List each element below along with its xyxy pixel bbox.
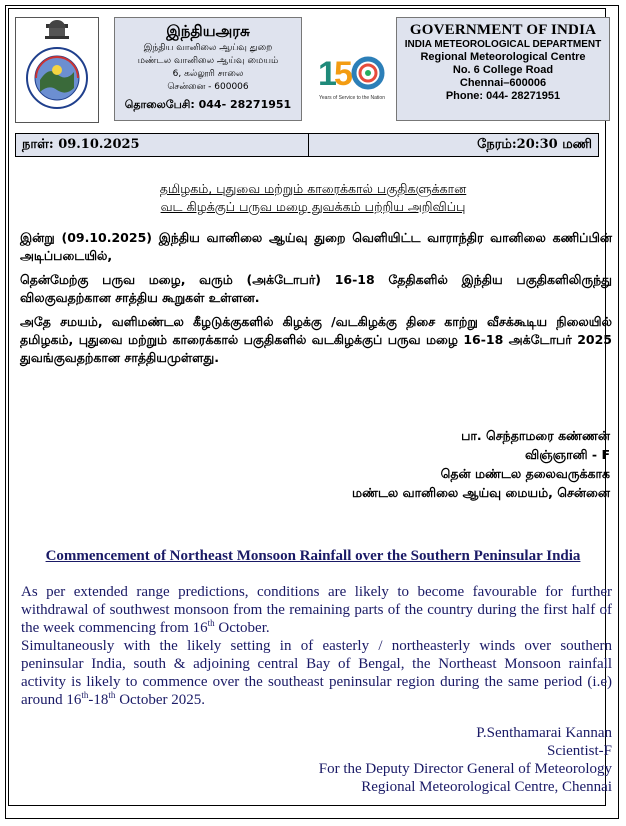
- tamil-address: 6, கல்லூரி சாலை: [172, 69, 244, 79]
- english-address-2: Chennai–600006: [459, 77, 547, 89]
- english-government-title: GOVERNMENT OF INDIA: [409, 22, 597, 38]
- english-paragraph-1-sup: th: [207, 618, 215, 628]
- tamil-paragraph-1: இன்று (09.10.2025) இந்திய வானிலை ஆய்வு துறை வெளியிட்ட வாராந்திர வானிலை கணிப்பின் அடிப்படையில்,: [20, 230, 612, 263]
- tamil-signatory-office: மண்டல வானிலை ஆய்வு மையம், சென்னை: [352, 485, 610, 500]
- tamil-letterhead: [114, 17, 302, 121]
- imd-150-years-logo: [310, 19, 390, 119]
- english-paragraph-2-sup-1: th: [81, 690, 89, 700]
- english-paragraph-2-mid: -18: [88, 692, 109, 708]
- issue-date: நாள்: 09.10.2025: [22, 137, 140, 152]
- tamil-department: இந்திய வானிலை ஆய்வு துறை: [143, 43, 273, 53]
- english-paragraph-2-sup-2: th: [108, 690, 116, 700]
- tamil-signatory-role: தென் மண்டல தலைவருக்காக: [440, 466, 610, 481]
- english-signatory-role: For the Deputy Director General of Meteorology: [318, 761, 612, 777]
- english-department: INDIA METEOROLOGICAL DEPARTMENT: [404, 39, 602, 50]
- english-signatory-office: Regional Meteorological Centre, Chennai: [361, 779, 612, 795]
- english-signatory-designation: Scientist-F: [546, 743, 612, 759]
- anniversary-caption: Years of Service to the Nation: [319, 95, 385, 101]
- svg-text:5: 5: [334, 55, 353, 93]
- issue-time: நேரம்:20:30 மணி: [477, 137, 592, 152]
- english-paragraph-2: [21, 637, 612, 709]
- english-paragraph-1: [21, 583, 612, 637]
- tamil-subject: [20, 180, 606, 216]
- date-time-divider: [308, 134, 309, 156]
- letterhead: [15, 17, 611, 123]
- tamil-paragraph-3: அதே சமயம், வளிமண்டல கீழடுக்குகளில் கிழக்கு /வடகிழக்கு திசை காற்று வீசக்கூடிய நிலையில் தமிழகம், புதுவை மற்றும் காரைக்கால் பகுதிகளில் வடகிழக்குப் பருவ மழை 16-18 அக்டோபர் 2025 துவங்குவதற்கான சாத்தியமுள்ளது.: [20, 314, 612, 365]
- english-paragraph-2-text: Simultaneously with the likely setting in of easterly / northeasterly winds over southern peninsular India, south & adjoining central Bay of Bengal, the Northeast Monsoon rainfall activity is likely to commence over the southeast peninsular region during the same period (i.e) around 16: [21, 638, 612, 708]
- tamil-signatory-designation: விஞ்ஞானி - F: [525, 447, 610, 462]
- tamil-subject-line-1: தமிழகம், புதுவை மற்றும் காரைக்கால் பகுதிகளுக்கான: [159, 181, 467, 196]
- anniversary-150-icon: [310, 19, 390, 119]
- tamil-signatory-name: பா. செந்தாமரை கண்ணன்: [461, 428, 610, 443]
- tamil-paragraph-2: தென்மேற்கு பருவ மழை, வரும் (அக்டோபர்) 16-18 தேதிகளில் இந்திய பகுதிகளிலிருந்து விலகுவதற்கான சாத்திய கூறுகள் உள்ளன.: [20, 272, 612, 305]
- tamil-government-title: இந்தியஅரசு: [166, 22, 250, 40]
- tamil-centre: மண்டல வானிலை ஆய்வு மையம்: [137, 56, 279, 66]
- tamil-signature-block: [250, 426, 610, 502]
- svg-text:1: 1: [318, 55, 337, 93]
- english-paragraph-1-end: October.: [214, 620, 270, 636]
- english-phone: Phone: 044- 28271951: [445, 90, 561, 102]
- imd-emblem-logo: [15, 17, 99, 123]
- tamil-subject-line-2: வட கிழக்குப் பருவ மழை துவக்கம் பற்றிய அறிவிப்பு: [160, 199, 466, 214]
- english-paragraph-1-text: As per extended range predictions, conditions are likely to become favourable for further withdrawal of southwest monsoon from the remaining parts of the country during the first half of the week commencing from 16: [21, 584, 612, 636]
- tamil-phone: தொலைபேசி: 044- 28271951: [124, 98, 292, 111]
- english-subject: Commencement of Northeast Monsoon Rainfall over the Southern Peninsular India: [45, 548, 581, 564]
- english-centre: Regional Meteorological Centre: [420, 51, 586, 63]
- english-address-1: No. 6 College Road: [452, 64, 554, 76]
- emblem-icon: [16, 18, 98, 122]
- date-time-bar: [15, 133, 599, 157]
- english-letterhead: [396, 17, 610, 121]
- tamil-city: சென்னை - 600006: [167, 82, 249, 92]
- english-paragraph-2-end: October 2025.: [115, 692, 205, 708]
- english-signatory-name: P.Senthamarai Kannan: [476, 725, 612, 741]
- english-signature-block: [252, 724, 612, 796]
